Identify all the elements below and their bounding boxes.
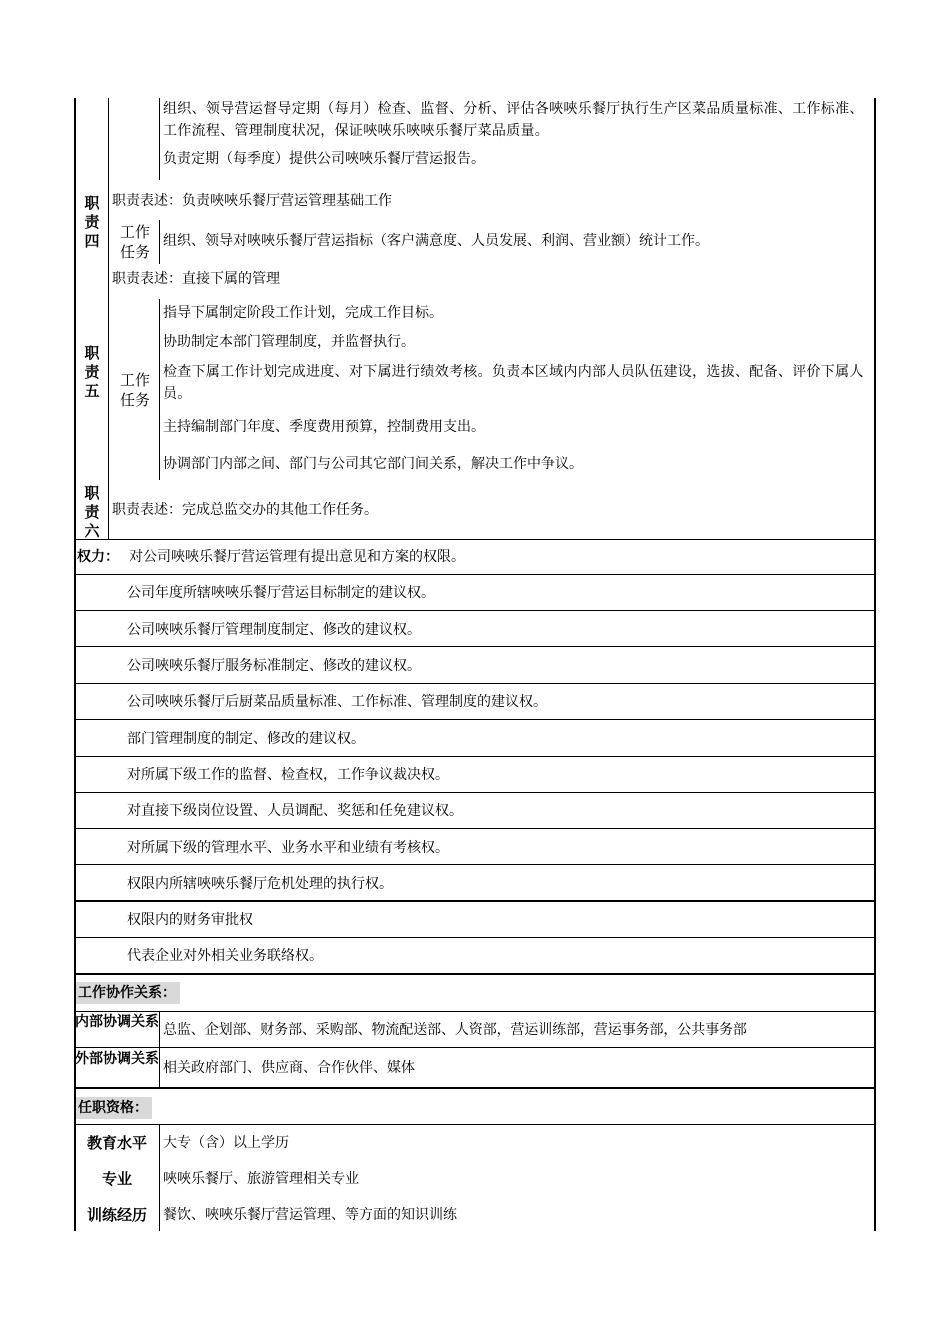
major-label: 专业	[101, 1170, 132, 1188]
duty5-desc: 职责表述：直接下属的管理	[112, 271, 280, 287]
task-label-divider-duty5	[159, 299, 160, 480]
relations-title: 工作协作关系：	[76, 982, 180, 1004]
training-label: 训练经历	[86, 1206, 147, 1224]
education-value: 大专（含）以上学历	[163, 1135, 289, 1151]
duty-cont-task-1: 组织、领导营运督导定期（每月）检查、监督、分析、评估各唊唊乐餐厅执行生产区菜品质量标准、工作标准、工作流程、管理制度状况，保证唊唊乐唊唊乐餐厅菜品质量。	[163, 101, 864, 139]
duty5-task-label: 工作任务	[119, 371, 150, 409]
power-row-line	[74, 646, 876, 647]
qualification-row-line	[74, 1124, 876, 1125]
duty4-task-1: 组织、领导对唊唊乐餐厅营运指标（客户满意度、人员发展、利润、营业额）统计工作。	[163, 233, 709, 249]
duty4-label: 职责四	[84, 194, 100, 250]
duty4-desc: 职责表述：负责唊唊乐餐厅营运管理基础工作	[112, 193, 392, 209]
duty5-task-2: 协助制定本部门管理制度，并监督执行。	[163, 334, 415, 350]
power-title: 权力：	[77, 549, 119, 565]
power-row-line	[74, 828, 876, 829]
external-relations-label: 外部协调关系	[75, 1051, 159, 1067]
qualification-title: 任职资格：	[76, 1097, 152, 1119]
power-intro: 对公司唊唊乐餐厅营运管理有提出意见和方案的权限。	[129, 549, 465, 565]
power-item: 对所属下级的管理水平、业务水平和业绩有考核权。	[127, 840, 449, 856]
relations-row-line	[74, 1011, 876, 1012]
task-label-divider-top	[159, 98, 160, 180]
duty5-label: 职责五	[84, 344, 100, 400]
power-item: 公司唊唊乐餐厅管理制度制定、修改的建议权。	[127, 622, 421, 638]
power-item: 权限内所辖唊唊乐餐厅危机处理的执行权。	[127, 876, 393, 892]
education-label: 教育水平	[86, 1134, 147, 1152]
relations-divider	[159, 1012, 160, 1088]
task-label-divider-duty4	[159, 220, 160, 264]
internal-relations-label: 内部协调关系	[75, 1014, 159, 1030]
power-item: 公司唊唊乐餐厅后厨菜品质量标准、工作标准、管理制度的建议权。	[127, 694, 547, 710]
duty5-task-4: 主持编制部门年度、季度费用预算，控制费用支出。	[163, 419, 485, 435]
internal-relations-value: 总监、企划部、财务部、采购部、物流配送部、人资部，营运训练部，营运事务部，公共事务部	[163, 1022, 747, 1038]
duty4-task-label: 工作任务	[119, 223, 150, 261]
power-item: 对直接下级岗位设置、人员调配、奖惩和任免建议权。	[127, 803, 463, 819]
power-item: 对所属下级工作的监督、检查权，工作争议裁决权。	[127, 767, 449, 783]
duty5-task-3: 检查下属工作计划完成进度、对下属进行绩效考核。负责本区域内内部人员队伍建设，选拔、配备、评价下属人员。	[163, 364, 864, 402]
power-row-line	[74, 864, 876, 865]
duty6-label: 职责六	[84, 484, 100, 540]
relations-top-line	[74, 973, 876, 975]
external-relations-value: 相关政府部门、供应商、合作伙伴、媒体	[163, 1060, 415, 1076]
power-row-line	[74, 574, 876, 575]
right-border	[874, 98, 876, 1231]
duty-cont-task-2: 负责定期（每季度）提供公司唊唊乐餐厅营运报告。	[163, 151, 485, 167]
power-item: 权限内的财务审批权	[127, 912, 253, 928]
duty5-task-5: 协调部门内部之间、部门与公司其它部门间关系，解决工作中争议。	[163, 456, 583, 472]
power-top-line	[74, 539, 876, 540]
power-row-line	[74, 792, 876, 793]
power-row-line	[74, 719, 876, 720]
relations-row-line	[74, 1047, 876, 1048]
power-row-line	[74, 683, 876, 684]
power-item: 公司唊唊乐餐厅服务标准制定、修改的建议权。	[127, 658, 421, 674]
training-value: 餐饮、唊唊乐餐厅营运管理、等方面的知识训练	[163, 1207, 457, 1223]
power-item: 代表企业对外相关业务联络权。	[127, 948, 323, 964]
power-row-line	[74, 610, 876, 611]
power-row-line	[74, 756, 876, 757]
duty5-task-1: 指导下属制定阶段工作计划，完成工作目标。	[163, 305, 443, 321]
qualification-top-line	[74, 1087, 876, 1089]
qualification-divider	[159, 1124, 160, 1231]
power-row-line	[74, 900, 876, 902]
major-value: 唊唊乐餐厅、旅游管理相关专业	[163, 1171, 359, 1187]
power-item: 部门管理制度的制定、修改的建议权。	[127, 731, 365, 747]
duty-label-divider	[108, 98, 109, 539]
power-item: 公司年度所辖唊唊乐餐厅营运目标制定的建议权。	[127, 585, 435, 601]
duty6-desc: 职责表述：完成总监交办的其他工作任务。	[112, 502, 378, 518]
power-row-line	[74, 937, 876, 938]
